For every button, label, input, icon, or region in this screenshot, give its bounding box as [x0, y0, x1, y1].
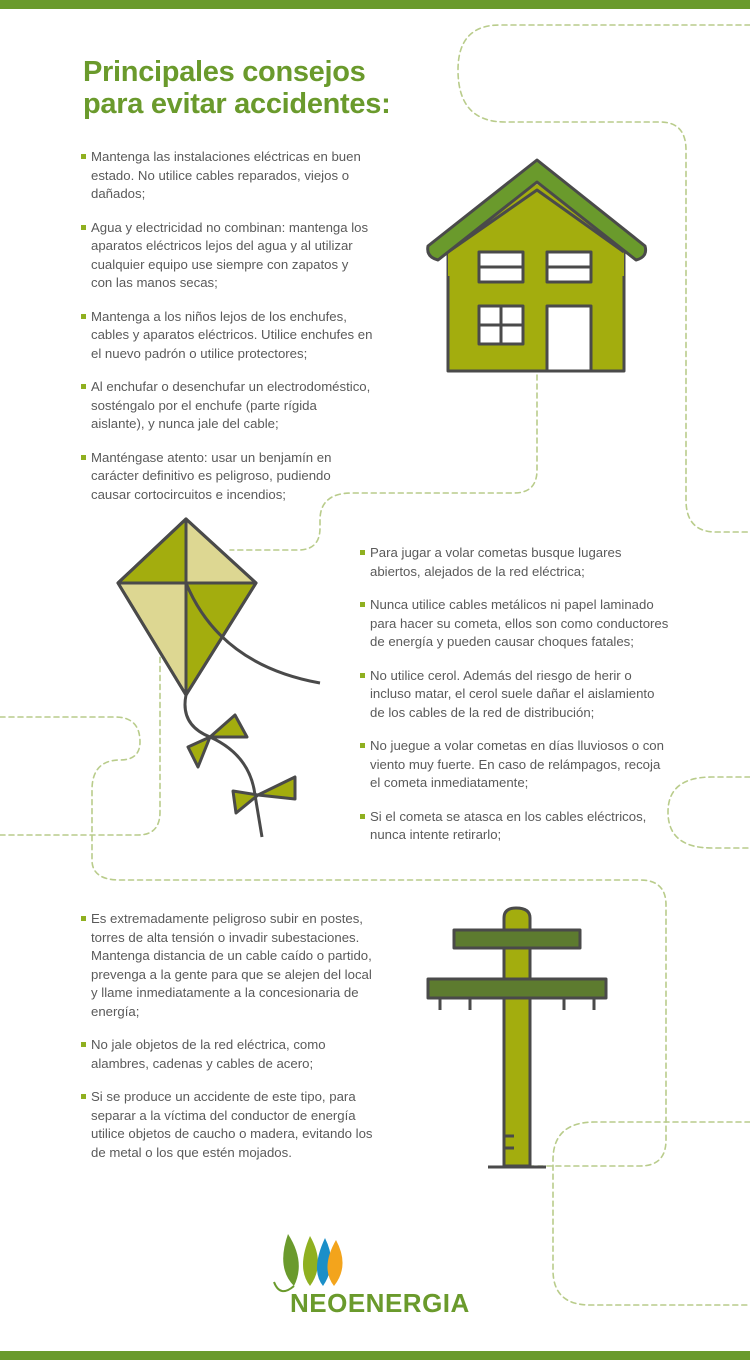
page-title — [83, 56, 390, 120]
list-item: Manténgase atento: usar un benjamín en carácter definitivo es peligroso, pudiendo causar cortocircuitos e incendios; — [81, 449, 373, 505]
list-item: Mantenga a los niños lejos de los enchufes, cables y aparatos eléctricos. Utilice enchufes en el nuevo padrón o utilice protectores; — [81, 308, 373, 364]
list-item: Si el cometa se atasca en los cables eléctricos, nunca intente retirarlo; — [360, 808, 670, 845]
utility-pole-icon — [422, 904, 614, 1174]
list-item: No jale objetos de la red eléctrica, como alambres, cadenas y cables de acero; — [81, 1036, 373, 1073]
house-icon — [424, 156, 650, 378]
title-line-1: Principales consejos — [83, 56, 366, 88]
list-item: Si se produce un accidente de este tipo, para separar a la víctima del conductor de energía utilice objetos de caucho o madera, evitando los de metal o los que estén mojados. — [81, 1088, 373, 1162]
list-item: No juegue a volar cometas en días lluviosos o con viento muy fuerte. En caso de relámpagos, recoja el cometa inmediatamente; — [360, 737, 670, 793]
list-item: Agua y electricidad no combinan: mantenga los aparatos eléctricos lejos del agua y al utilizar cualquier equipo use siempre con zapatos y con las manos secas; — [81, 219, 373, 293]
kite-icon — [110, 515, 330, 840]
brand-name: NEOENERGIA — [290, 1288, 470, 1318]
list-item: Es extremadamente peligroso subir en postes, torres de alta tensión o invadir subestaciones. Mantenga distancia de un cable caído o partido, prevenga a la gente para que se alejen del local y llame inmediatamente a la concesionaria de energía; — [81, 910, 373, 1021]
list-item: Al enchufar o desenchufar un electrodoméstico, sosténgalo por el enchufe (parte rígida aislante), y nunca jale del cable; — [81, 378, 373, 434]
bottom-accent-bar — [0, 1351, 750, 1360]
title-line-2: para evitar accidentes: — [83, 88, 391, 120]
power-line-safety-tips — [81, 910, 373, 1177]
list-item: Nunca utilice cables metálicos ni papel laminado para hacer su cometa, ellos son como conductores de energía y pueden causar choques fatales; — [360, 596, 670, 652]
home-safety-tips — [81, 148, 373, 519]
list-item: Para jugar a volar cometas busque lugares abiertos, alejados de la red eléctrica; — [360, 544, 670, 581]
kite-safety-tips — [360, 544, 670, 860]
list-item: Mantenga las instalaciones eléctricas en buen estado. No utilice cables reparados, viejos o dañados; — [81, 148, 373, 204]
list-item: No utilice cerol. Además del riesgo de herir o incluso matar, el cerol suele dañar el aislamiento de los cables de la red de distribución; — [360, 667, 670, 723]
